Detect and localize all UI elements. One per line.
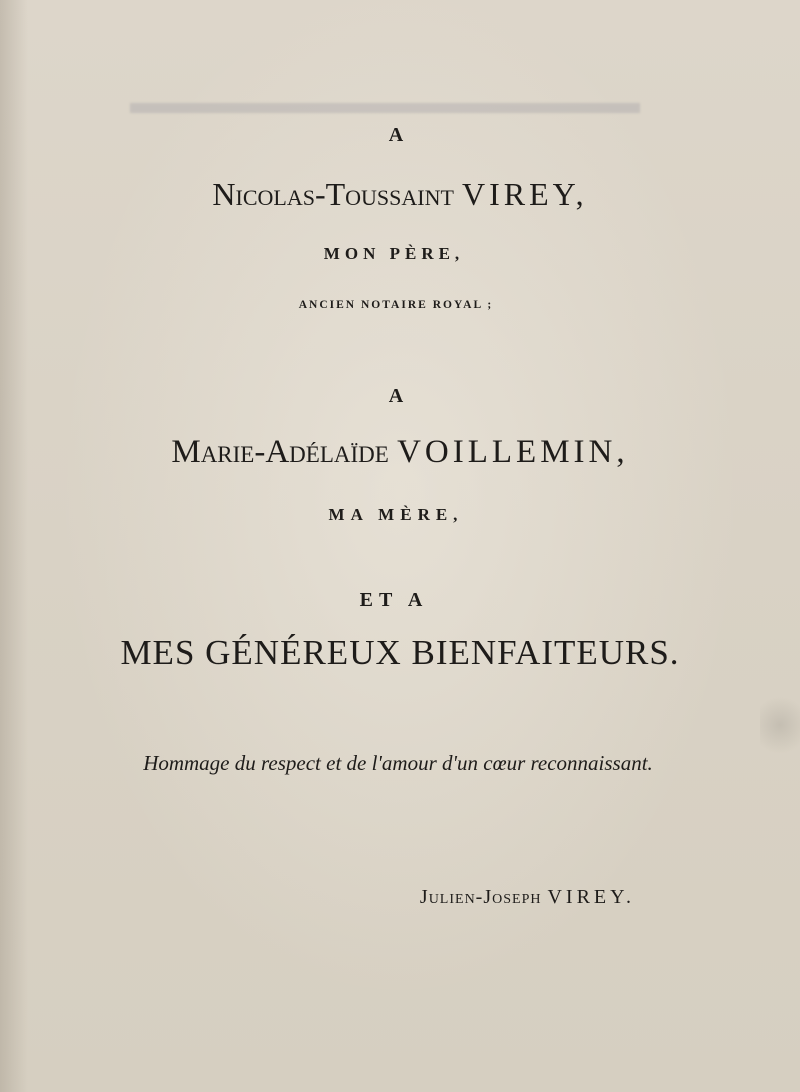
paper-stain bbox=[760, 690, 800, 760]
father-name-line bbox=[0, 176, 800, 213]
dedication-to-father: A bbox=[388, 124, 404, 146]
mother-surname: VOILLEMIN, bbox=[397, 434, 629, 470]
author-given-names: Julien-Joseph bbox=[419, 886, 542, 908]
dedication-and-to: ET A bbox=[359, 589, 429, 611]
mother-given-names: Marie-Adélaïde bbox=[171, 434, 389, 470]
mother-name-line bbox=[0, 434, 800, 471]
father-title: ANCIEN NOTAIRE ROYAL ; bbox=[298, 299, 494, 311]
mother-relation: MA MÈRE, bbox=[328, 505, 464, 524]
father-surname: VIREY, bbox=[461, 176, 588, 212]
benefactors-line: MES GÉNÉREUX BIENFAITEURS. bbox=[120, 633, 680, 672]
spine-shadow bbox=[0, 0, 28, 1092]
father-given-names: Nicolas-Toussaint bbox=[212, 176, 454, 212]
homage-line: Hommage du respect et de l'amour d'un cœur reconnaissant. bbox=[143, 751, 653, 775]
author-surname: VIREY. bbox=[547, 886, 635, 908]
dedication-to-mother: A bbox=[388, 385, 404, 407]
father-relation: MON PÈRE, bbox=[323, 244, 465, 263]
show-through-rule bbox=[130, 103, 640, 113]
author-signature bbox=[420, 886, 635, 909]
